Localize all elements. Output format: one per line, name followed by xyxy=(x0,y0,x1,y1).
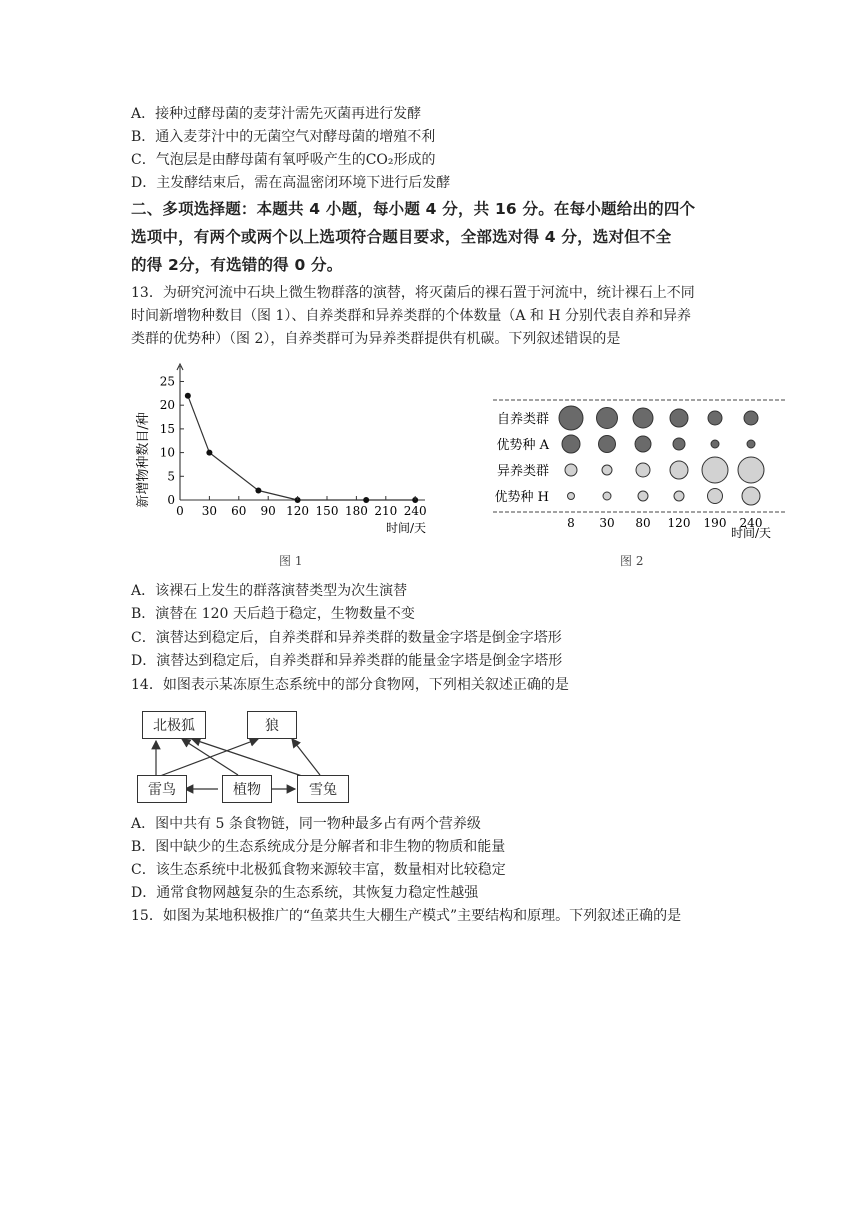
fig1-x-tick-label: 150 xyxy=(315,504,339,518)
fig1-data-point xyxy=(255,488,261,494)
fig1-x-tick-label: 210 xyxy=(374,504,398,518)
fig1-x-tick-label: 120 xyxy=(286,504,310,518)
node-arctic-fox: 北极狐 xyxy=(142,711,206,739)
fig2-bubble xyxy=(565,464,577,476)
fig2-bubble xyxy=(603,492,611,500)
arrow-hare-to-wolf xyxy=(292,739,320,775)
node-wolf: 狼 xyxy=(247,711,297,739)
fig2-bubble xyxy=(562,435,580,453)
q13-option-a: A．该裸石上发生的群落演替类型为次生演替 xyxy=(131,583,408,599)
q12-option-d: D．主发酵结束后，需在高温密闭环境下进行后发酵 xyxy=(131,175,451,191)
fig1-y-tick-label: 25 xyxy=(159,374,175,389)
q13-stem-line3: 类群的优势种）（图 2），自养类群可为异养类群提供有机碳。下列叙述错误的是 xyxy=(131,331,621,347)
fig1-data-point xyxy=(206,450,212,456)
fig2-bubble xyxy=(559,406,583,430)
q13-option-c: C．演替达到稳定后，自养类群和异养类群的数量金字塔是倒金字塔形 xyxy=(131,630,562,646)
fig1-y-tick-label: 5 xyxy=(167,469,175,484)
fig2-bubble xyxy=(738,457,764,483)
q15-stem: 15．如图为某地积极推广的“鱼菜共生大棚生产模式”主要结构和原理。下列叙述正确的是 xyxy=(131,908,682,924)
fig2-bubble xyxy=(599,436,616,453)
fig2-xlabel: 时间/天 xyxy=(730,526,771,540)
node-ptarmigan: 雷鸟 xyxy=(137,775,187,803)
fig1-y-tick-label: 15 xyxy=(159,421,175,436)
q14-stem: 14．如图表示某冻原生态系统中的部分食物网，下列相关叙述正确的是 xyxy=(131,677,569,693)
figure-2-bubble-chart xyxy=(485,396,785,544)
fig2-x-tick-label: 80 xyxy=(635,516,651,530)
fig2-bubble xyxy=(602,465,612,475)
fig1-xlabel: 时间/天 xyxy=(385,521,426,535)
q13-option-d: D．演替达到稳定后，自养类群和异养类群的能量金字塔是倒金字塔形 xyxy=(131,653,563,669)
fig2-bubble xyxy=(635,436,651,452)
fig1-y-tick-label: 0 xyxy=(167,493,175,507)
fig1-ylabel: 新增物种数目/种 xyxy=(136,412,151,508)
fig2-bubble xyxy=(636,463,650,477)
fig1-series-segment xyxy=(188,396,210,453)
fig2-bubble xyxy=(674,491,684,501)
fig2-x-tick-label: 120 xyxy=(667,516,691,530)
fig2-row-label: 优势种 H xyxy=(494,490,549,505)
q14-option-b: B．图中缺少的生态系统成分是分解者和非生物的物质和能量 xyxy=(131,839,506,855)
section2-heading-line2: 选项中，有两个或两个以上选项符合题目要求，全部选对得 4 分，选对但不全 xyxy=(131,228,672,246)
q12-option-c: C．气泡层是由酵母菌有氧呼吸产生的CO₂形成的 xyxy=(131,152,436,168)
fig1-x-tick-label: 60 xyxy=(231,504,247,518)
fig2-bubble xyxy=(708,489,723,504)
fig1-y-tick-label: 10 xyxy=(159,445,175,460)
fig2-row-label: 异养类群 xyxy=(496,464,549,479)
q14-option-a: A．图中共有 5 条食物链，同一物种最多占有两个营养级 xyxy=(131,816,481,832)
node-plant: 植物 xyxy=(222,775,272,803)
q13-stem-line1: 13．为研究河流中石块上微生物群落的演替，将灭菌后的裸石置于河流中，统计裸石上不同 xyxy=(131,285,695,301)
fig2-x-tick-label: 190 xyxy=(703,516,727,530)
arrow-plant-to-fox xyxy=(182,739,238,775)
section2-heading-line3: 的得 2分，有选错的得 0 分。 xyxy=(131,256,343,274)
fig1-y-tick-label: 20 xyxy=(159,398,175,413)
fig2-bubble xyxy=(638,491,648,501)
fig2-bubble xyxy=(708,411,722,425)
fig1-series-segment xyxy=(209,453,258,491)
fig2-x-tick-label: 30 xyxy=(599,516,615,530)
fig1-x-tick-label: 180 xyxy=(344,504,368,518)
fig2-bubble xyxy=(670,461,688,479)
q14-option-d: D．通常食物网越复杂的生态系统，其恢复力稳定性越强 xyxy=(131,885,479,901)
fig1-data-point xyxy=(363,497,369,503)
fig2-bubble xyxy=(744,411,758,425)
fig2-bubble xyxy=(742,487,760,505)
fig1-data-point xyxy=(185,393,191,399)
fig2-bubble xyxy=(568,493,575,500)
fig2-bubble xyxy=(670,409,688,427)
figure-1-line-chart xyxy=(130,360,440,545)
node-snowshoe-hare: 雪兔 xyxy=(297,775,349,803)
fig1-series-segment xyxy=(258,491,297,500)
fig2-bubble xyxy=(597,408,618,429)
fig2-bubble xyxy=(747,440,755,448)
q13-stem-line2: 时间新增物种数目（图 1）、自养类群和异养类群的个体数量（A 和 H 分别代表自养和异养 xyxy=(131,308,692,324)
fig2-row-label: 自养类群 xyxy=(496,412,549,427)
arrow-hare-to-fox xyxy=(192,739,308,778)
fig2-bubble xyxy=(711,440,719,448)
fig1-x-tick-label: 30 xyxy=(201,504,218,518)
fig1-x-tick-label: 90 xyxy=(260,504,276,518)
fig2-x-tick-label: 240 xyxy=(739,516,763,530)
fig2-caption: 图 2 xyxy=(620,554,644,568)
q12-option-b: B．通入麦芽汁中的无菌空气对酵母菌的增殖不利 xyxy=(131,129,436,145)
fig2-bubble xyxy=(673,438,685,450)
q12-option-a: A．接种过酵母菌的麦芽汁需先灭菌再进行发酵 xyxy=(131,106,422,122)
fig2-x-tick-label: 8 xyxy=(567,516,575,530)
q13-option-b: B．演替在 120 天后趋于稳定，生物数量不变 xyxy=(131,606,415,622)
section2-heading-line1: 二、多项选择题：本题共 4 小题，每小题 4 分，共 16 分。在每小题给出的四个 xyxy=(131,200,696,218)
fig2-bubble xyxy=(702,457,728,483)
fig2-row-label: 优势种 A xyxy=(496,438,549,453)
fig2-bubble xyxy=(633,408,653,428)
fig1-x-tick-label: 0 xyxy=(176,504,184,518)
fig1-x-tick-label: 240 xyxy=(403,504,427,518)
q14-option-c: C．该生态系统中北极狐食物来源较丰富，数量相对比较稳定 xyxy=(131,862,506,878)
fig1-caption: 图 1 xyxy=(279,554,303,568)
